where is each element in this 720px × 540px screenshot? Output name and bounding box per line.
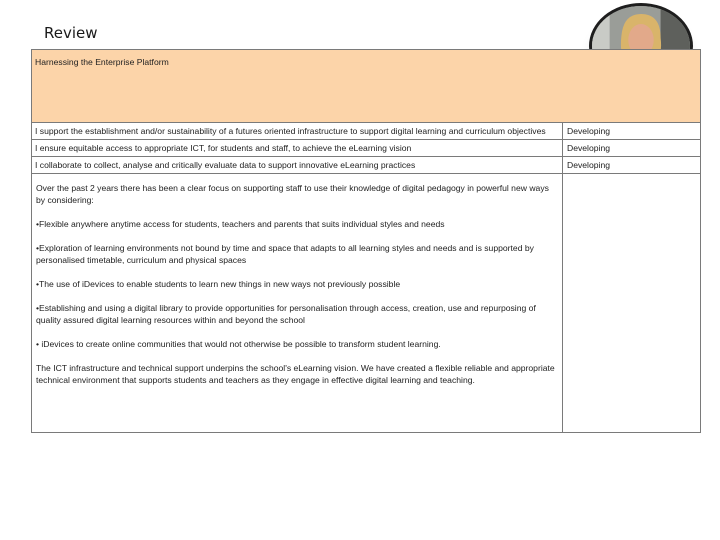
- table-row: [32, 157, 701, 174]
- summary-row: [32, 174, 701, 433]
- summary-cell: [32, 174, 563, 433]
- table-row: [32, 140, 701, 157]
- page-title: Review: [44, 24, 98, 42]
- statement-cell: I collaborate to collect, analyse and critically evaluate data to support innovative eLearning practices: [32, 157, 563, 174]
- status-cell: Developing: [563, 123, 701, 140]
- empty-status-cell: [563, 174, 701, 433]
- section-header: Harnessing the Enterprise Platform: [32, 50, 701, 123]
- summary-intro: Over the past 2 years there has been a clear focus on supporting staff to use their knowledge of digital pedagogy in powerful new ways by considering:: [36, 183, 549, 205]
- summary-conclusion: The ICT infrastructure and technical support underpins the school's eLearning vision. We have created a flexible reliable and appropriate technical environment that supports students and teachers as they engage in effective digital learning and teaching.: [36, 363, 555, 385]
- status-cell: Developing: [563, 140, 701, 157]
- status-cell: Developing: [563, 157, 701, 174]
- summary-point: •The use of iDevices to enable students to learn new things in new ways not previously possible: [36, 279, 401, 289]
- summary-point: •Flexible anywhere anytime access for students, teachers and parents that suits individual styles and needs: [36, 219, 445, 229]
- summary-point: •Exploration of learning environments not bound by time and space that adapts to all learning styles and needs and is supported by personalised timetable, curriculum and physical spaces: [36, 243, 534, 265]
- table-row: [32, 123, 701, 140]
- summary-point: • iDevices to create online communities that would not otherwise be possible to transform student learning.: [36, 339, 441, 349]
- table-header-row: [32, 50, 701, 123]
- statement-cell: I ensure equitable access to appropriate ICT, for students and staff, to achieve the eLearning vision: [32, 140, 563, 157]
- review-table: [31, 49, 701, 433]
- statement-cell: I support the establishment and/or sustainability of a futures oriented infrastructure to support digital learning and curriculum objectives: [32, 123, 563, 140]
- summary-point: •Establishing and using a digital library to provide opportunities for personalisation through access, creation, use and repurposing of quality assured digital learning resources within and beyond the school: [36, 303, 536, 325]
